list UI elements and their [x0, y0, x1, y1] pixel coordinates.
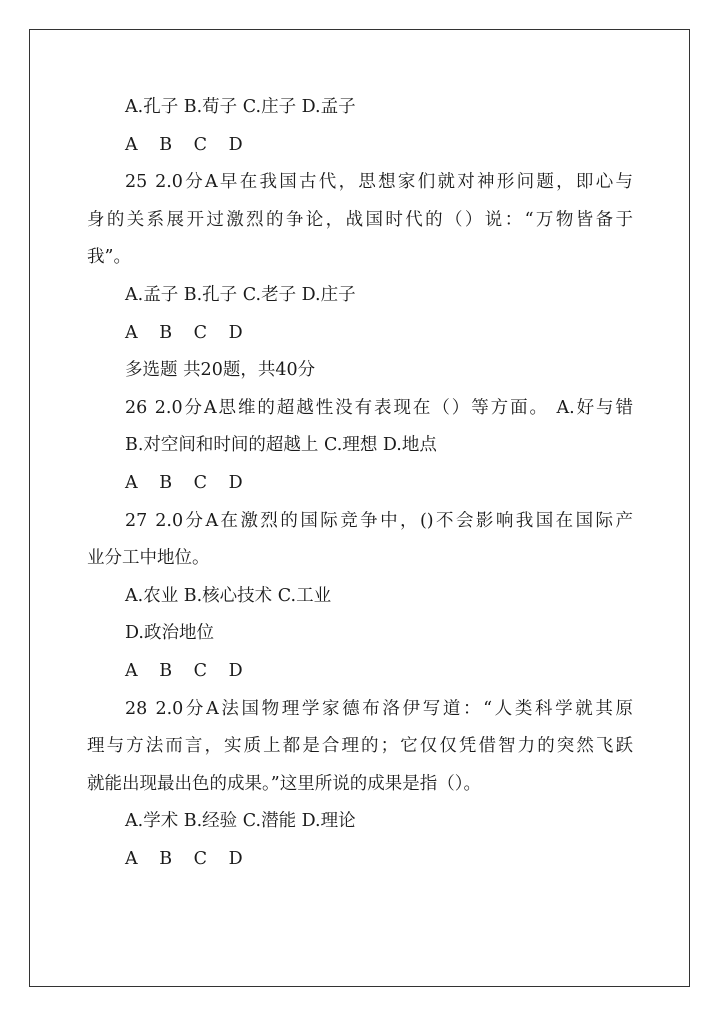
answer-b: B — [159, 660, 173, 681]
question-25-line-2: 身的关系展开过激烈的争论，战国时代的（）说：“万物皆备于 — [87, 209, 633, 230]
answer-choices — [87, 841, 633, 879]
answer-choices — [87, 653, 633, 691]
question-28-line-1: 28 2.0分A法国物理学家德布洛伊写道：“人类科学就其原 — [125, 698, 633, 719]
answer-b: B — [159, 848, 173, 869]
answer-b: B — [159, 322, 173, 343]
answer-choices — [87, 127, 633, 165]
options-line: A.学术 B.经验 C.潜能 D.理论 — [125, 811, 356, 832]
answer-c: C — [193, 322, 208, 343]
document-content — [87, 89, 633, 878]
question-26-line-1: 26 2.0分A思维的超越性没有表现在（）等方面。 A.好与错 — [125, 397, 633, 418]
question-28-line-2: 理与方法而言，实质上都是合理的；它仅仅凭借智力的突然飞跃 — [87, 736, 633, 757]
answer-a: A — [125, 848, 138, 869]
answer-c: C — [193, 134, 208, 155]
answer-choices — [87, 465, 633, 503]
options-line: D.政治地位 — [125, 623, 214, 644]
question-27-line-1: 27 2.0分A在激烈的国际竞争中，()不会影响我国在国际产 — [125, 510, 633, 531]
answer-d: D — [228, 472, 243, 493]
answer-a: A — [125, 322, 138, 343]
answer-b: B — [159, 134, 173, 155]
options-line: A.农业 B.核心技术 C.工业 — [125, 585, 332, 606]
options-line: A.孔子 B.荀子 C.庄子 D.孟子 — [125, 97, 356, 117]
section-heading-multiple-choice: 多选题 共20题，共40分 — [125, 360, 316, 381]
answer-b: B — [159, 472, 173, 493]
question-25-line-1: 25 2.0分A早在我国古代，思想家们就对神形问题，即心与 — [125, 172, 633, 193]
answer-c: C — [193, 660, 208, 681]
question-27-line-2: 业分工中地位。 — [87, 548, 210, 569]
options-line: A.孟子 B.孔子 C.老子 D.庄子 — [125, 284, 356, 305]
question-28-line-3: 就能出现最出色的成果。”这里所说的成果是指（）。 — [87, 773, 481, 794]
answer-c: C — [193, 472, 208, 493]
answer-a: A — [125, 472, 138, 493]
question-26-line-2: B.对空间和时间的超越上 C.理想 D.地点 — [125, 435, 437, 456]
answer-d: D — [228, 848, 243, 869]
answer-c: C — [193, 848, 208, 869]
answer-d: D — [228, 660, 243, 681]
answer-d: D — [228, 134, 243, 155]
answer-d: D — [228, 322, 243, 343]
question-25-line-3: 我”。 — [87, 247, 131, 268]
answer-a: A — [125, 134, 138, 155]
answer-choices — [87, 315, 633, 353]
answer-a: A — [125, 660, 138, 681]
